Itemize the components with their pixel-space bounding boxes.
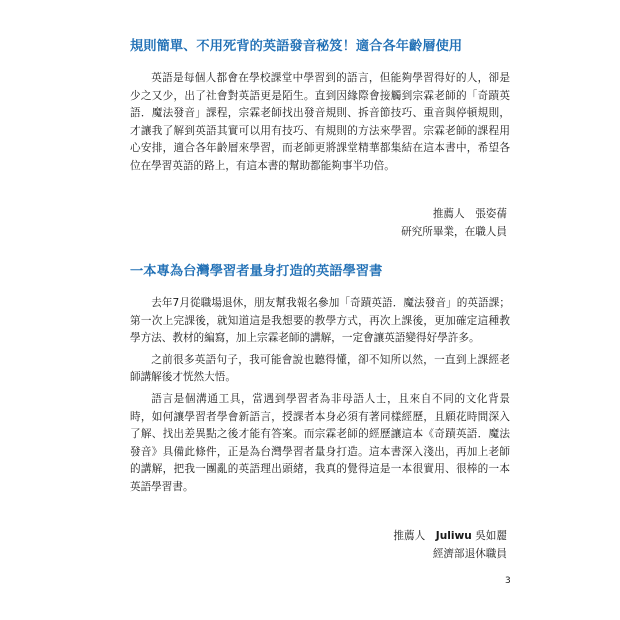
- section-2-heading: 一本專為台灣學習者量身打造的英語學習書: [130, 264, 383, 279]
- signature-2-name-zh: 吳如麗: [471, 530, 507, 542]
- section-2-signature: [393, 527, 507, 563]
- section-1-heading: 規則簡單、不用死背的英語發音秘笈！適合各年齡層使用: [130, 39, 463, 54]
- section-2-paragraph-2: 之前很多英語句子，我可能會說也聽得懂，卻不知所以然，一直到上課經老師講解後才恍然大悟。: [130, 353, 510, 384]
- signature-1-title: 研究所畢業，在職人員: [401, 226, 507, 238]
- section-2: [130, 263, 510, 501]
- section-1-body: [130, 70, 510, 176]
- signature-1-name: 推薦人 張姿蒨: [432, 208, 507, 220]
- section-1-paragraph: 英語是每個人都會在學校課堂中學習到的語言，但能夠學習得好的人，卻是少之又少，出了社會對英語更是陌生。直到因緣際會接觸到宗霖老師的「奇蹟英語．魔法發音」課程，宗霖老師找出發音規則、拆音節技巧、重音與停頓規則，才讓我了解到英語其實可以用有技巧、有規則的方法來學習。宗霖老師的課程用心安排，適合各年齡層來學習，而老師更將課堂精華都集結在這本書中，希望各位在學習英語的路上，有這本書的幫助都能夠事半功倍。: [130, 72, 510, 172]
- section-2-paragraph-1: 去年7月從職場退休，朋友幫我報名參加「奇蹟英語．魔法發音」的英語課；第一次上完課後，就知道這是我想要的教學方式，再次上課後，更加確定這種教學方法、教材的編寫，加上宗霖老師的講解，一定會讓英語變得好學許多。: [130, 297, 510, 345]
- signature-2-name: [393, 527, 507, 545]
- signature-2-name-en: Juliwu: [435, 530, 472, 542]
- signature-2-title: 經濟部退休職員: [432, 548, 507, 560]
- signature-2-prefix: 推薦人: [393, 530, 436, 542]
- section-2-paragraph-3: 語言是個溝通工具，當遇到學習者為非母語人士，且來自不同的文化背景時，如何讓學習者學會新語言，授課者本身必須有著同樣經歷，且願花時間深入了解、找出差異點之後才能有答案。而宗霖老師的經歷讓這本《奇蹟英語．魔法發音》具備此條件，正是為台灣學習者量身打造。這本書深入淺出，再加上老師的講解，把我一團亂的英語理出頭緒，我真的覺得這是一本很實用、很棒的一本英語學習書。: [130, 392, 510, 493]
- section-2-body: [130, 295, 510, 497]
- section-1: [130, 38, 510, 180]
- section-1-signature: [401, 205, 507, 241]
- page-number: 3: [505, 576, 511, 586]
